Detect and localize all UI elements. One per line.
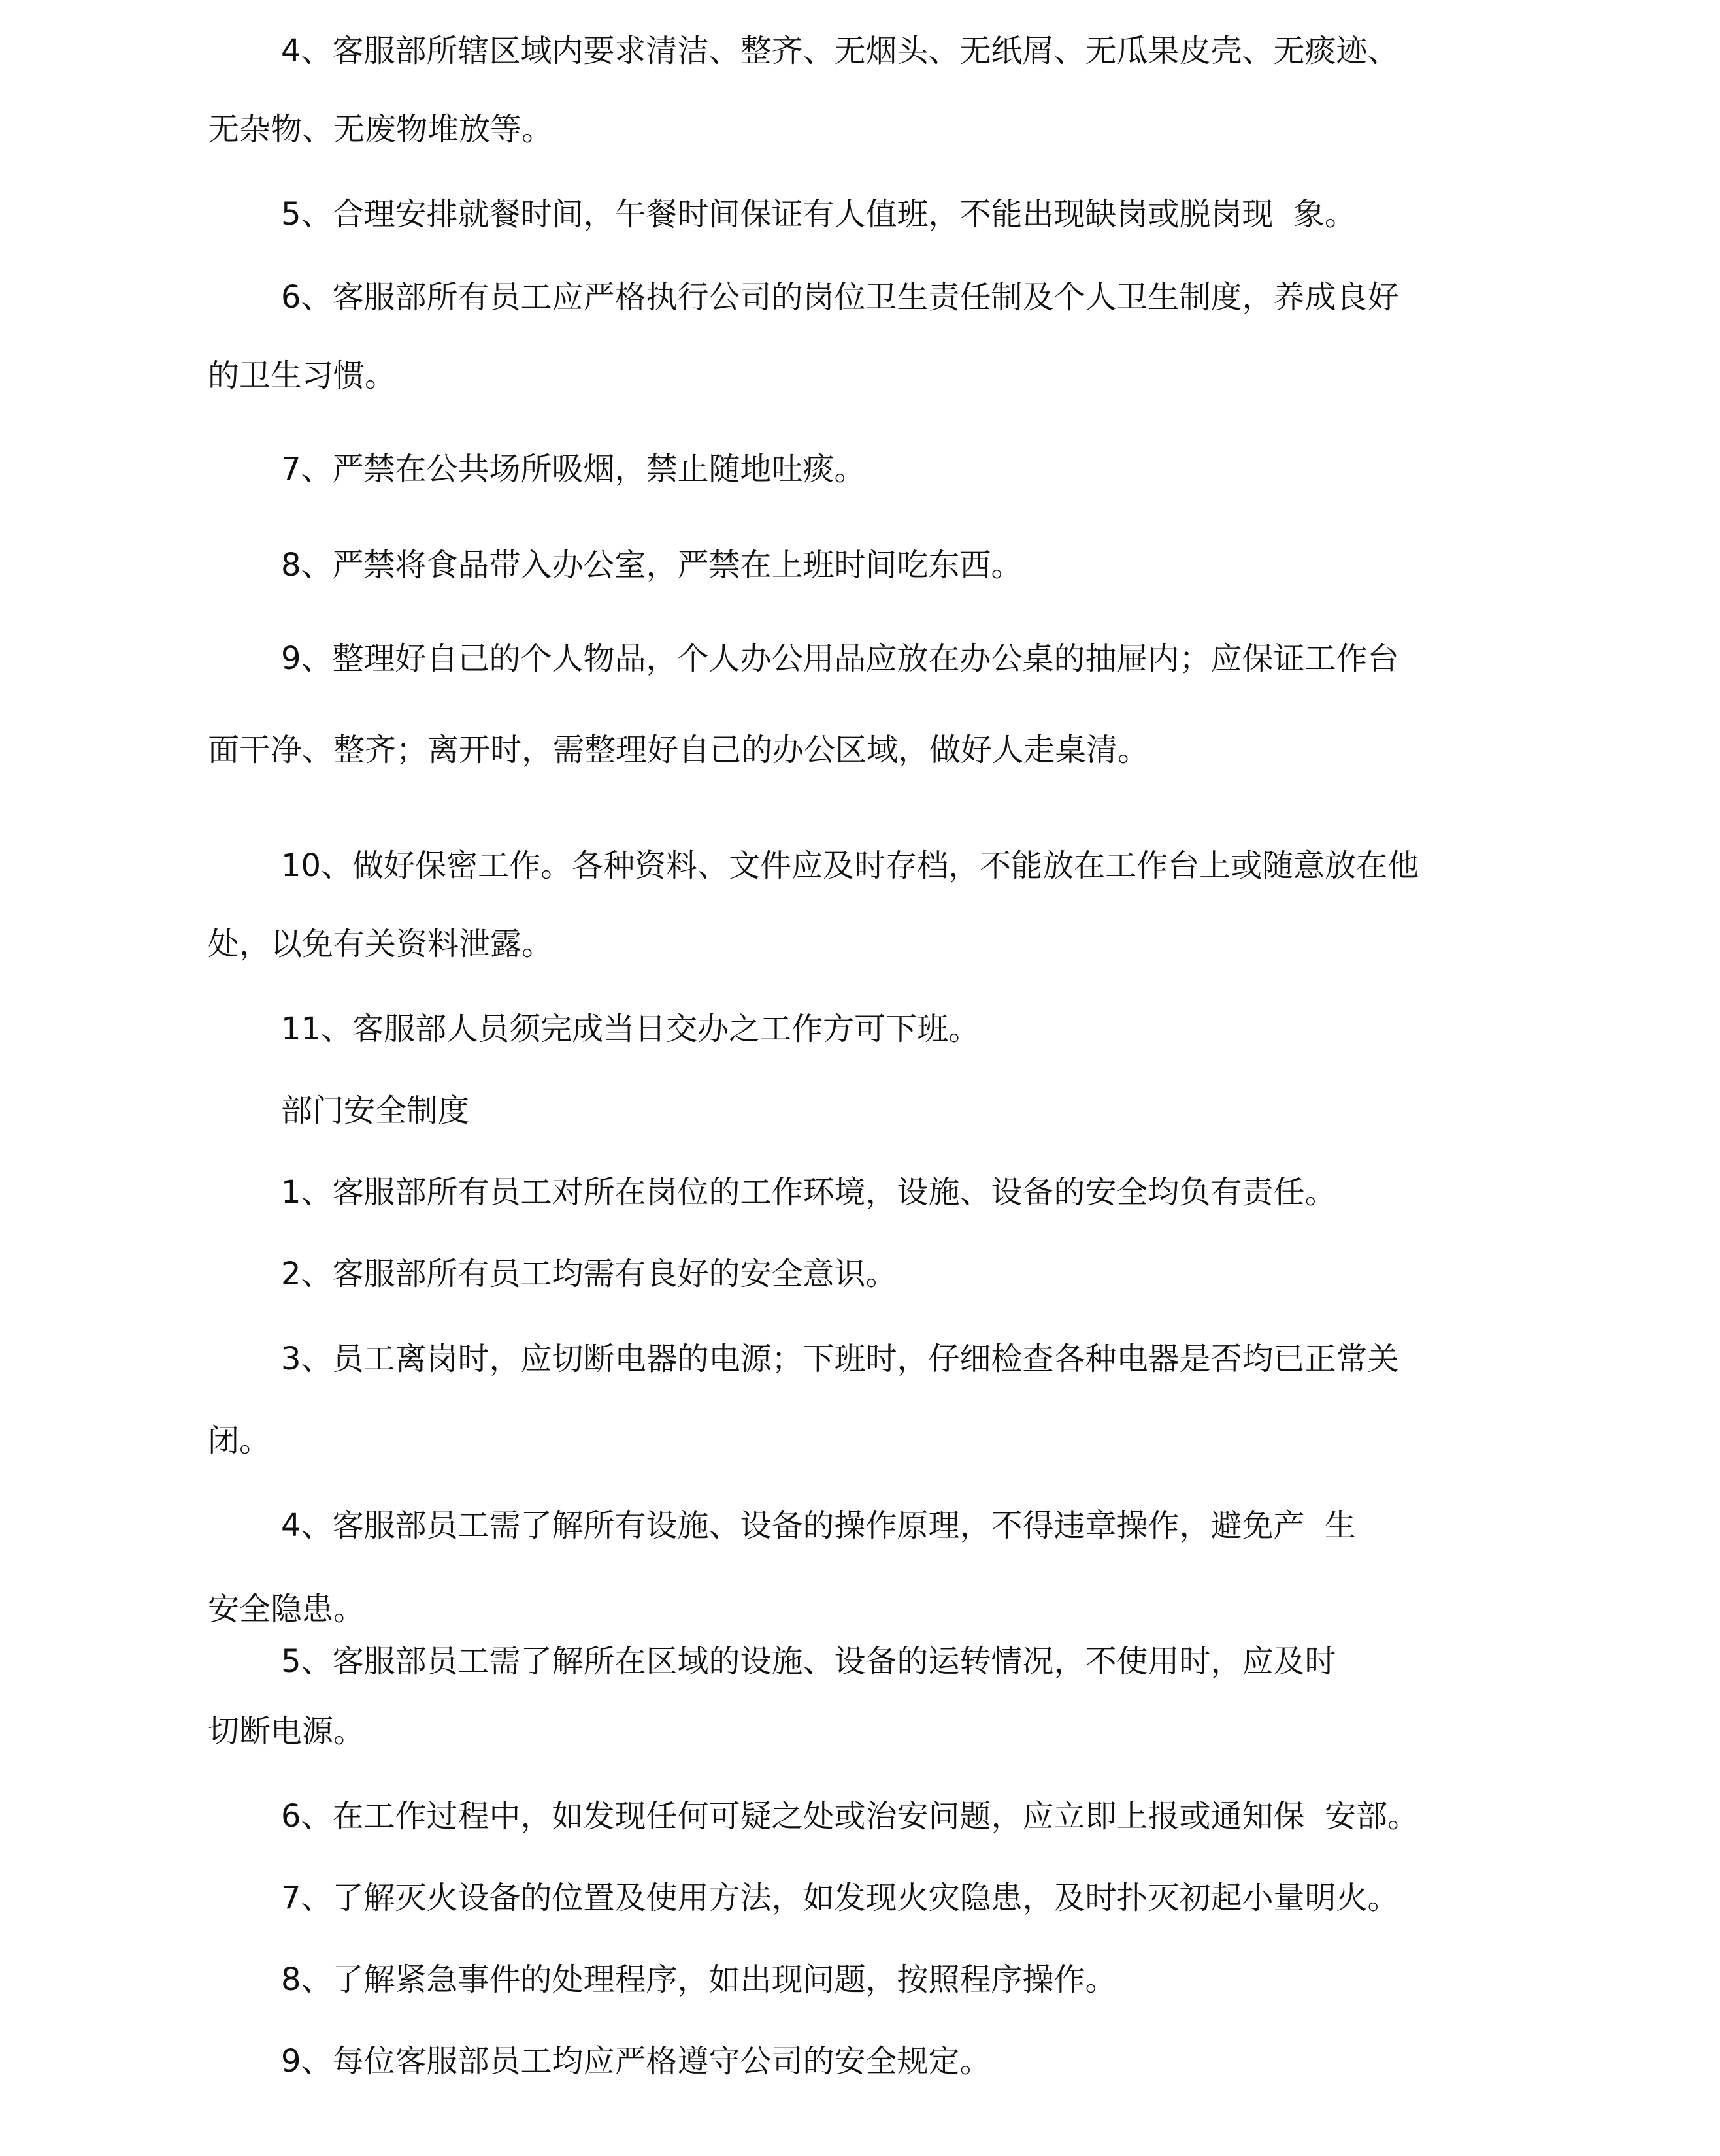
text-line: 的卫生习惯。 (208, 357, 397, 394)
text-line: 9、每位客服部员工均应严格遵守公司的安全规定。 (281, 2043, 991, 2080)
text-line: 安全隐患。 (208, 1591, 365, 1627)
text-line: 1、客服部所有员工对所在岗位的工作环境，设施、设备的安全均负有责任。 (281, 1174, 1336, 1211)
text-line: 11、客服部人员须完成当日交办之工作方可下班。 (281, 1011, 980, 1047)
text-line: 面干净、整齐；离开时，需整理好自己的办公区域，做好人走桌清。 (208, 732, 1149, 768)
text-line: 无杂物、无废物堆放等。 (208, 111, 554, 148)
section-heading: 部门安全制度 (281, 1092, 470, 1129)
text-line: 6、客服部所有员工应严格执行公司的岗位卫生责任制及个人卫生制度，养成良好 (281, 279, 1399, 316)
text-line: 处，以免有关资料泄露。 (208, 926, 554, 962)
text-line: 7、了解灭火设备的位置及使用方法，如发现火灾隐患，及时扑灭初起小量明火。 (281, 1880, 1399, 1916)
text-line: 3、员工离岗时，应切断电器的电源；下班时，仔细检查各种电器是否均已正常关 (281, 1341, 1399, 1377)
text-line: 5、客服部员工需了解所在区域的设施、设备的运转情况，不使用时，应及时 (281, 1643, 1336, 1680)
text-line: 4、客服部员工需了解所有设施、设备的操作原理，不得违章操作，避免产 生 (281, 1507, 1357, 1544)
text-line: 4、客服部所辖区域内要求清洁、整齐、无烟头、无纸屑、无瓜果皮壳、无痰迹、 (281, 33, 1399, 69)
text-line: 5、合理安排就餐时间，午餐时间保证有人值班，不能出现缺岗或脱岗现 象。 (281, 196, 1357, 233)
text-line: 8、了解紧急事件的处理程序，如出现问题，按照程序操作。 (281, 1961, 1117, 1998)
text-line: 10、做好保密工作。各种资料、文件应及时存档，不能放在工作台上或随意放在他 (281, 847, 1419, 884)
text-line: 切断电源。 (208, 1713, 365, 1750)
text-line: 7、严禁在公共场所吸烟，禁止随地吐痰。 (281, 451, 866, 487)
text-line: 8、严禁将食品带入办公室，严禁在上班时间吃东西。 (281, 547, 1023, 583)
text-line: 6、在工作过程中，如发现任何可疑之处或治安问题，应立即上报或通知保 安部。 (281, 1798, 1419, 1835)
text-line: 2、客服部所有员工均需有良好的安全意识。 (281, 1256, 897, 1292)
text-line: 闭。 (208, 1422, 271, 1459)
text-line: 9、整理好自己的个人物品，个人办公用品应放在办公桌的抽屉内；应保证工作台 (281, 640, 1399, 677)
